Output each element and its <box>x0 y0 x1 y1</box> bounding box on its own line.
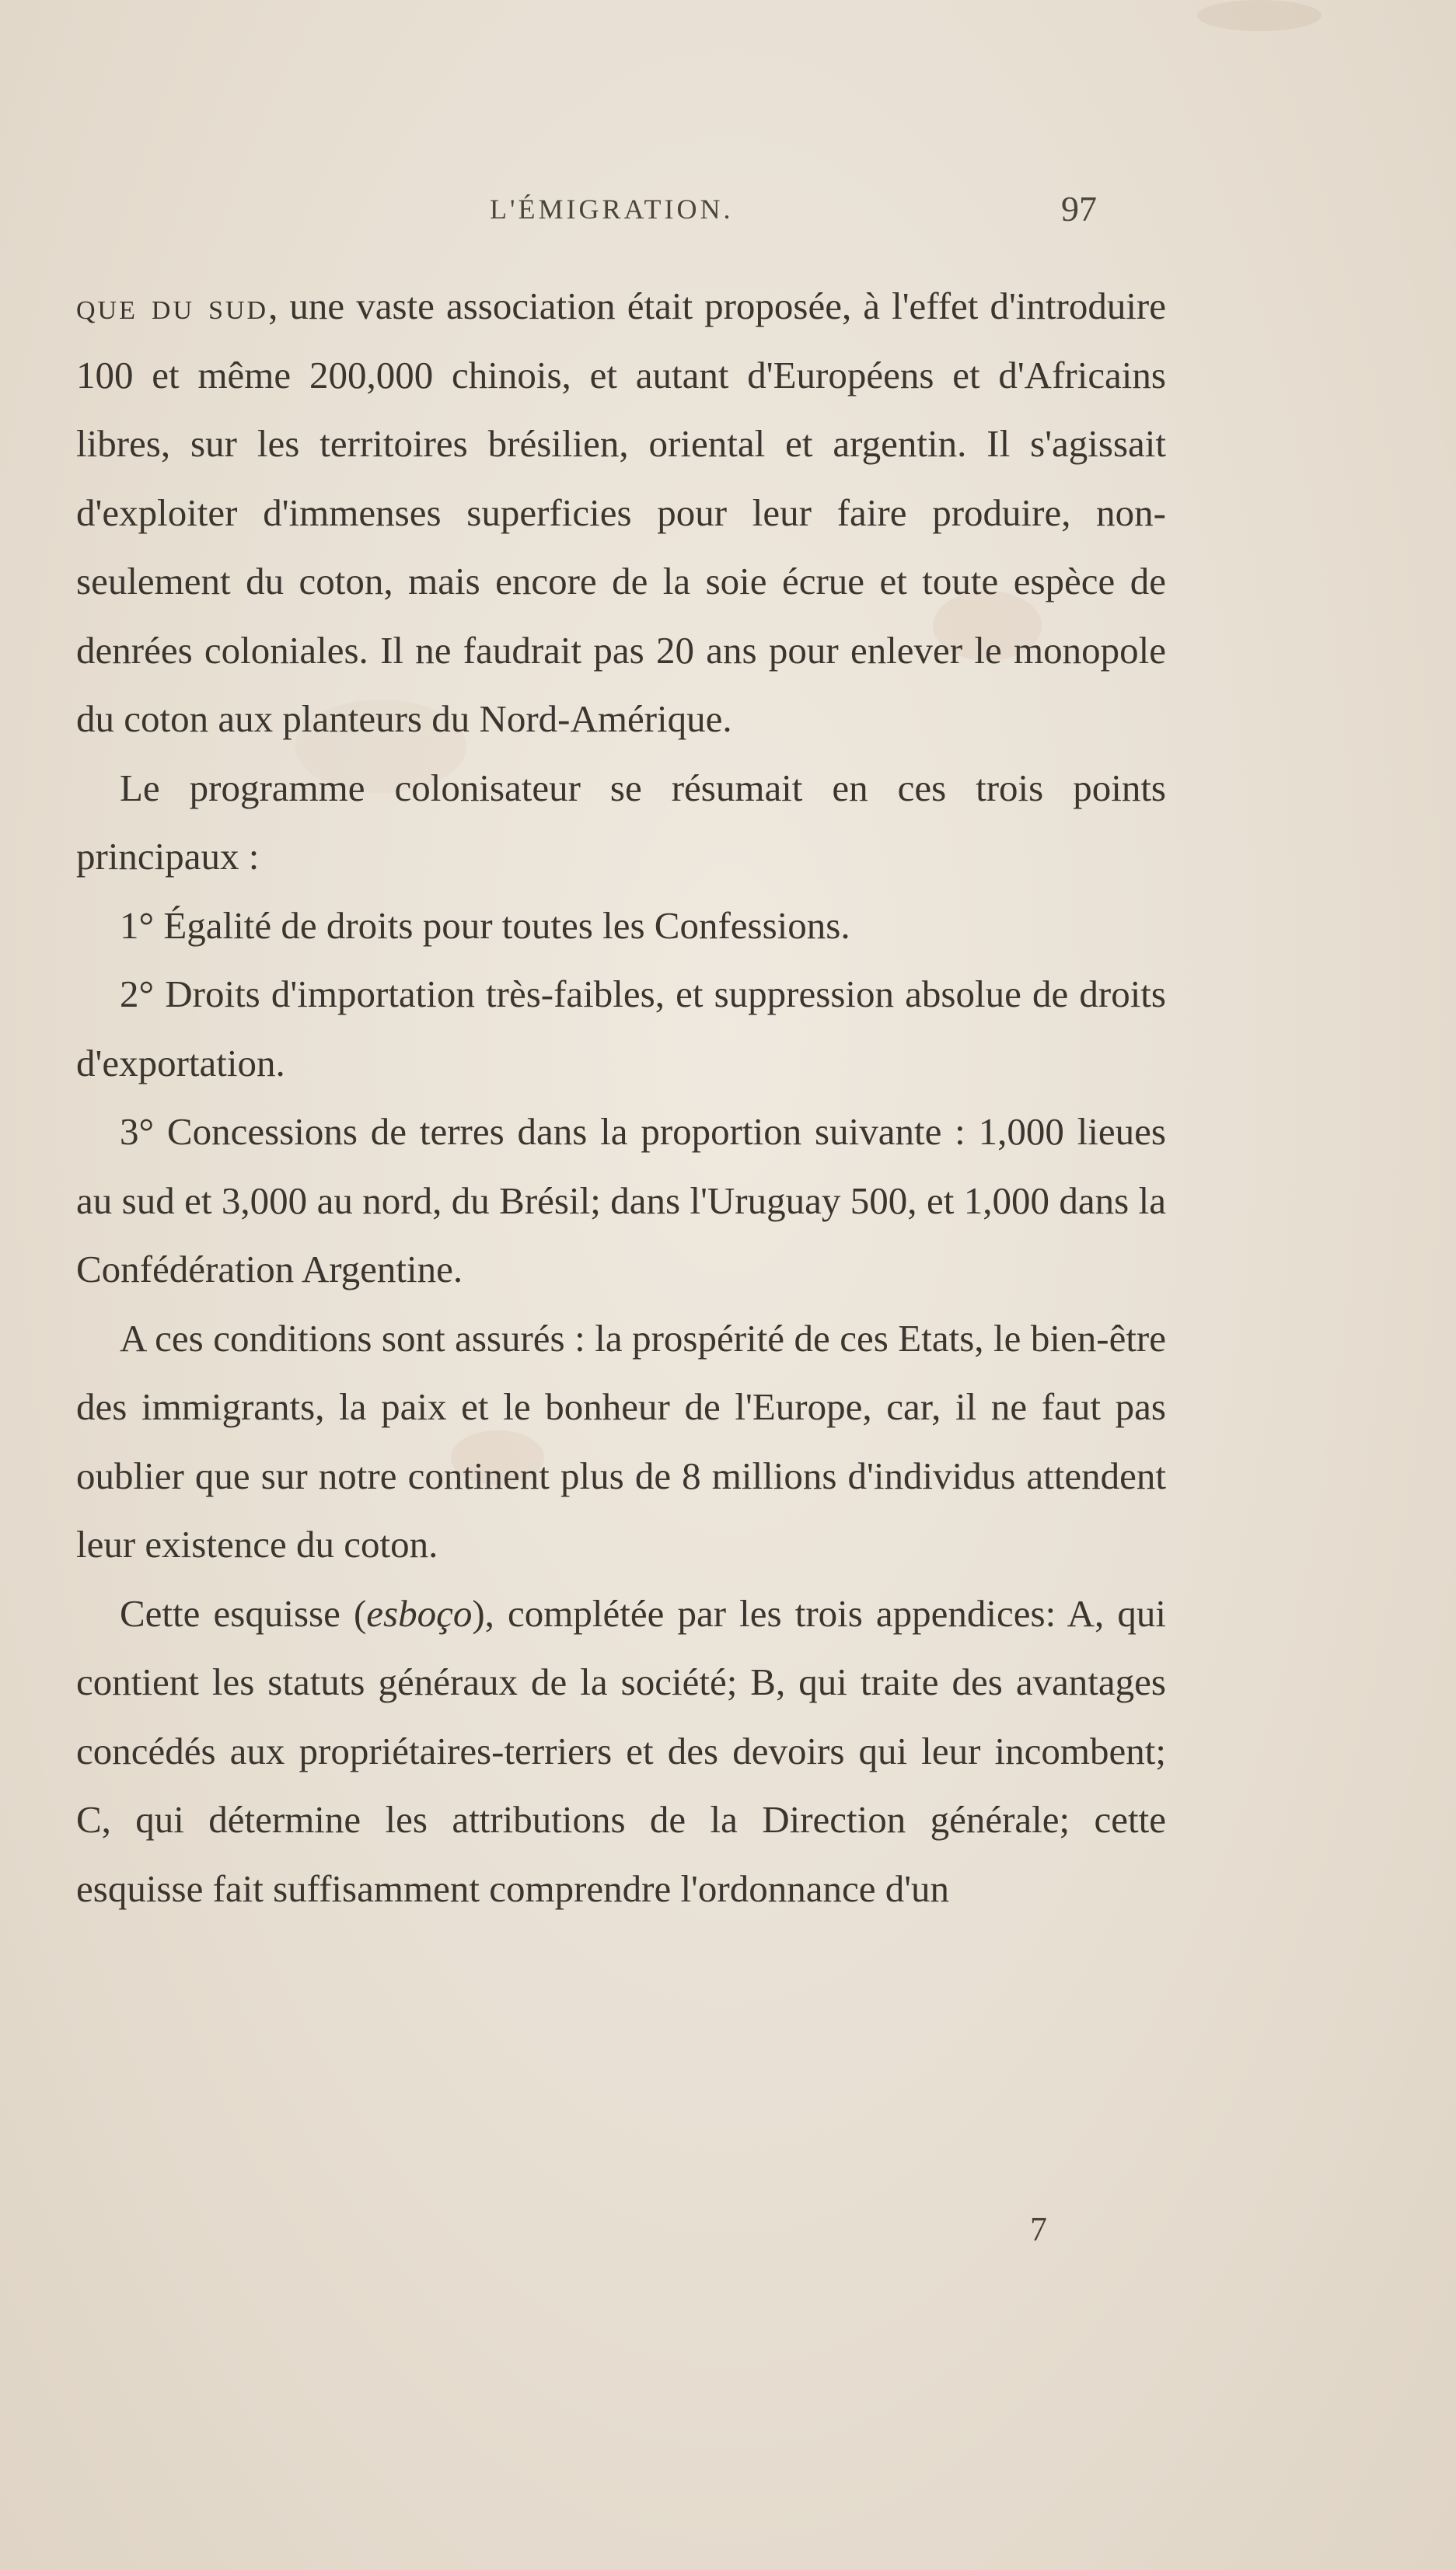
list-item-3: 3° Concessions de terres dans la proportion suivante : 1,000 lieues au sud et 3,000 au nord, du Brésil; dans l'Uruguay 500, et 1,000 dans la Confédération Argentine. <box>76 1110 1166 1290</box>
page-number: 97 <box>1061 189 1097 229</box>
body-text <box>76 272 1166 1923</box>
paragraph-1 <box>76 272 1166 754</box>
lead-small-caps: que du sud <box>76 285 269 327</box>
paragraph-1-text: , une vaste association était proposée, à l'effet d'introduire 100 et même 200,000 chinois, et autant d'Européens et d'Africains libres, sur les territoires brésilien, oriental et argentin. Il s'agissait d'exploiter d'immenses superficies pour leur faire produire, non-seulement du coton, mais encore de la soie écrue et toute espèce de denrées coloniales. Il ne faudrait pas 20 ans pour enlever le monopole du coton aux planteurs du Nord-Amérique. <box>76 285 1167 740</box>
running-title: L'ÉMIGRATION. <box>490 194 734 225</box>
paragraph-2: Le programme colonisateur se résumait en ces trois points principaux : <box>76 766 1166 878</box>
page-header <box>78 189 1166 247</box>
signature-mark: 7 <box>1030 2210 1047 2248</box>
italic-term: esboço <box>366 1591 473 1635</box>
paragraph-3: A ces conditions sont assurés : la prospérité de ces Etats, le bien-être des immigrants, la paix et le bonheur de l'Europe, car, il ne faut pas oublier que sur notre continent plus de 8 millions d'individus attendent leur existence du coton. <box>76 1316 1166 1566</box>
paragraph-4 <box>76 1580 1166 1924</box>
list-item-2: 2° Droits d'importation très-faibles, et suppression absolue de droits d'exportation. <box>76 972 1166 1084</box>
paragraph-4-text-before: Cette esquisse ( <box>120 1591 367 1635</box>
paper-stain <box>1197 0 1322 31</box>
paragraph-4-text-after: ), complétée par les trois appendices: A, qui contient les statuts généraux de la société; B, qui traite des avantages concédés aux propriétaires-terriers et des devoirs qui leur incombent; C, qui détermine les attributions de la Direction générale; cette esquisse fait suffisamment comprendre l'ordonnance d'un <box>76 1591 1166 1910</box>
list-item-1: 1° Égalité de droits pour toutes les Confessions. <box>120 903 850 947</box>
